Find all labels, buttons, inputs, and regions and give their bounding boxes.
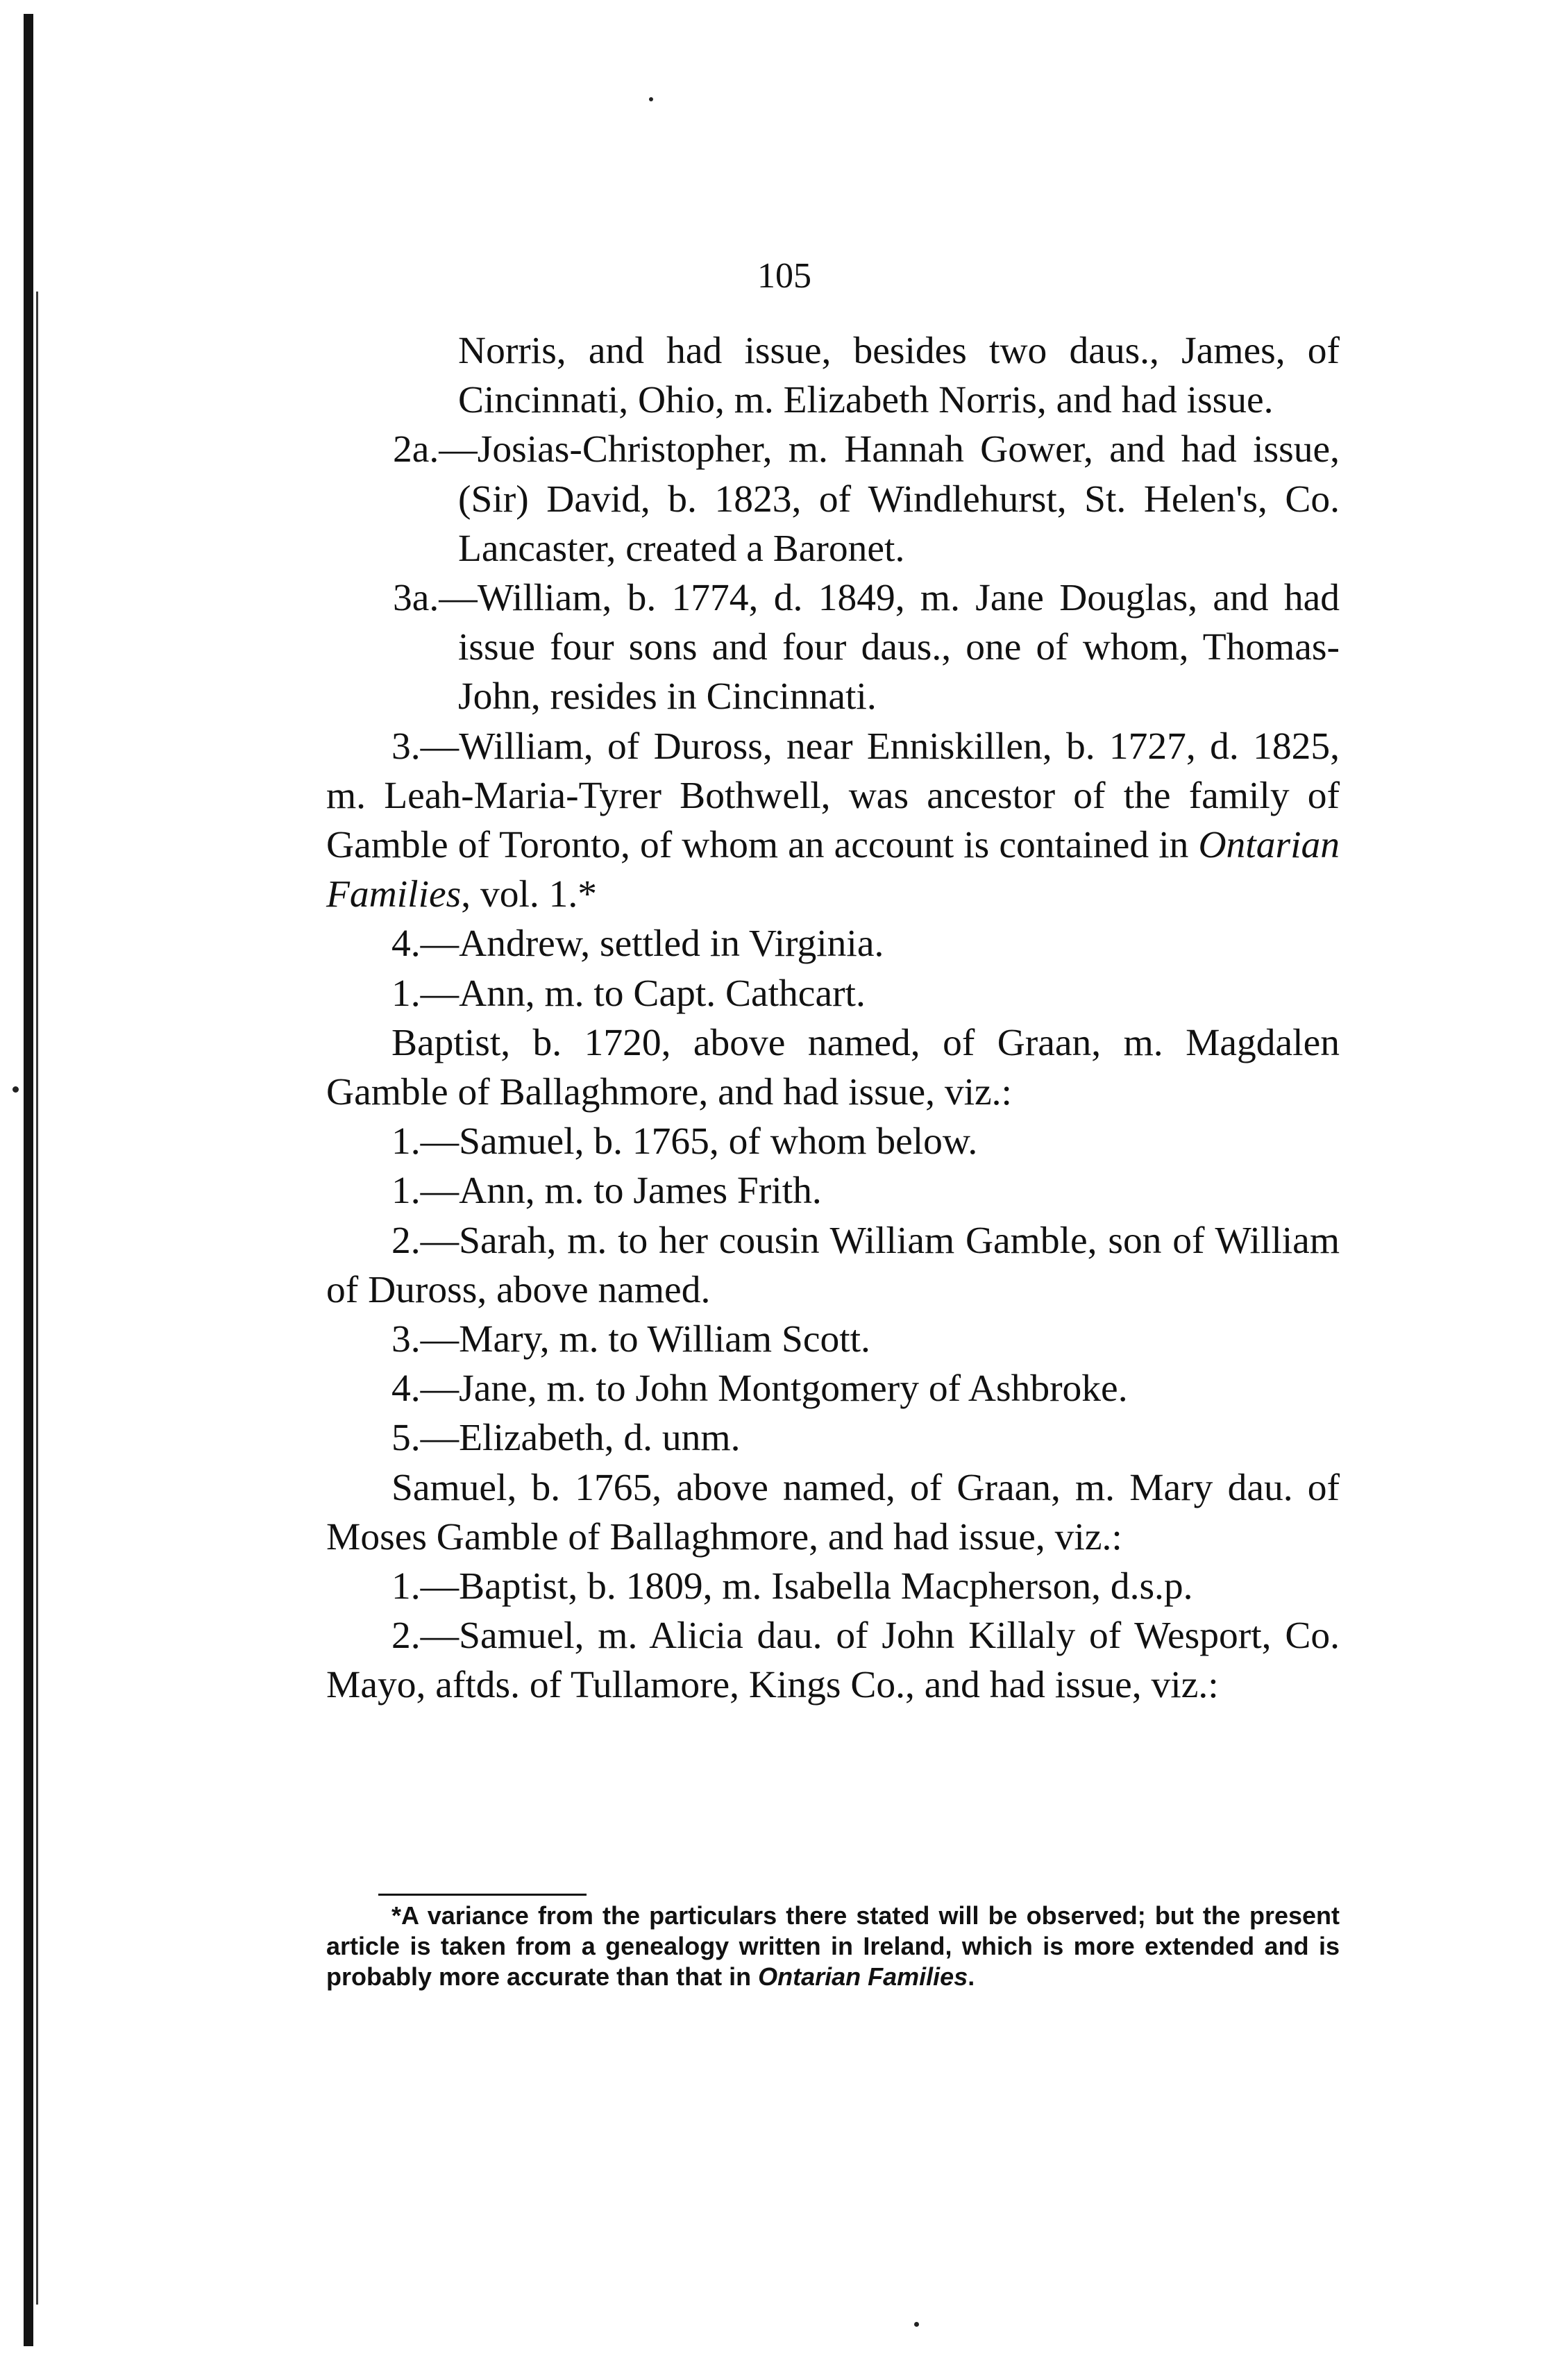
- paragraph: Norris, and had issue, besides two daus., James, of Cincinnati, Ohio, m. Elizabeth Norris, and had issue.: [458, 330, 1340, 422]
- paragraph: 2.—Samuel, m. Alicia dau. of John Killaly of Wesport, Co. Mayo, aftds. of Tullamore, Kings Co., and had issue, viz.:: [326, 1615, 1340, 1707]
- footnote-text-end: .: [968, 1962, 975, 1991]
- footnote-book-title: Ontarian Families: [758, 1962, 968, 1991]
- paragraph: 4.—Andrew, settled in Virginia.: [391, 923, 884, 966]
- print-speck: [914, 2322, 919, 2327]
- print-speck: [12, 1086, 19, 1093]
- footnote: [326, 1901, 1340, 1992]
- paragraph: 1.—Ann, m. to James Frith.: [391, 1170, 822, 1213]
- paragraph: 5.—Elizabeth, d. unm.: [391, 1417, 741, 1460]
- page-binding-edge: [24, 14, 33, 2346]
- page-binding-shadow: [36, 292, 38, 2305]
- paragraph: [326, 722, 1340, 920]
- footnote-text: *A variance from the particulars there stated will be observed; but the present article is taken from a genealogy written in Ireland, which is more extended and is probably more accurate than that in: [326, 1901, 1340, 1991]
- paragraph: 1.—Samuel, b. 1765, of whom below.: [391, 1120, 978, 1163]
- paragraph: 2a.—Josias-Christopher, m. Hannah Gower, and had issue, (Sir) David, b. 1823, of Windlehurst, St. Helen's, Co. Lancaster, created a Baronet.: [393, 428, 1340, 570]
- book-title: Ontarian Families: [326, 824, 1340, 916]
- paragraph: 2.—Sarah, m. to her cousin William Gamble, son of William of Duross, above named.: [326, 1219, 1340, 1311]
- paragraph: 3.—Mary, m. to William Scott.: [391, 1318, 870, 1361]
- footnote-rule: [378, 1894, 587, 1896]
- paragraph: 3a.—William, b. 1774, d. 1849, m. Jane Douglas, and had issue four sons and four daus., one of whom, Thomas-John, resides in Cincinnati.: [393, 577, 1340, 718]
- paragraph: 4.—Jane, m. to John Montgomery of Ashbroke.: [391, 1367, 1128, 1410]
- paragraph: Baptist, b. 1720, above named, of Graan, m. Magdalen Gamble of Ballaghmore, and had issue, viz.:: [326, 1021, 1340, 1114]
- paragraph: 1.—Baptist, b. 1809, m. Isabella Macpherson, d.s.p.: [391, 1565, 1193, 1608]
- paragraph-text: 3.—William, of Duross, near Enniskillen, b. 1727, d. 1825, m. Leah-Maria-Tyrer Bothwell, was ancestor of the family of Gamble of Toronto, of whom an account is contained in: [326, 725, 1340, 867]
- page-number: 105: [757, 256, 811, 296]
- print-speck: [649, 97, 653, 101]
- paragraph: Samuel, b. 1765, above named, of Graan, m. Mary dau. of Moses Gamble of Ballaghmore, and had issue, viz.:: [326, 1466, 1340, 1558]
- main-text: [326, 326, 1340, 1710]
- paragraph-text: , vol. 1.*: [461, 873, 598, 916]
- paragraph: 1.—Ann, m. to Capt. Cathcart.: [391, 972, 866, 1015]
